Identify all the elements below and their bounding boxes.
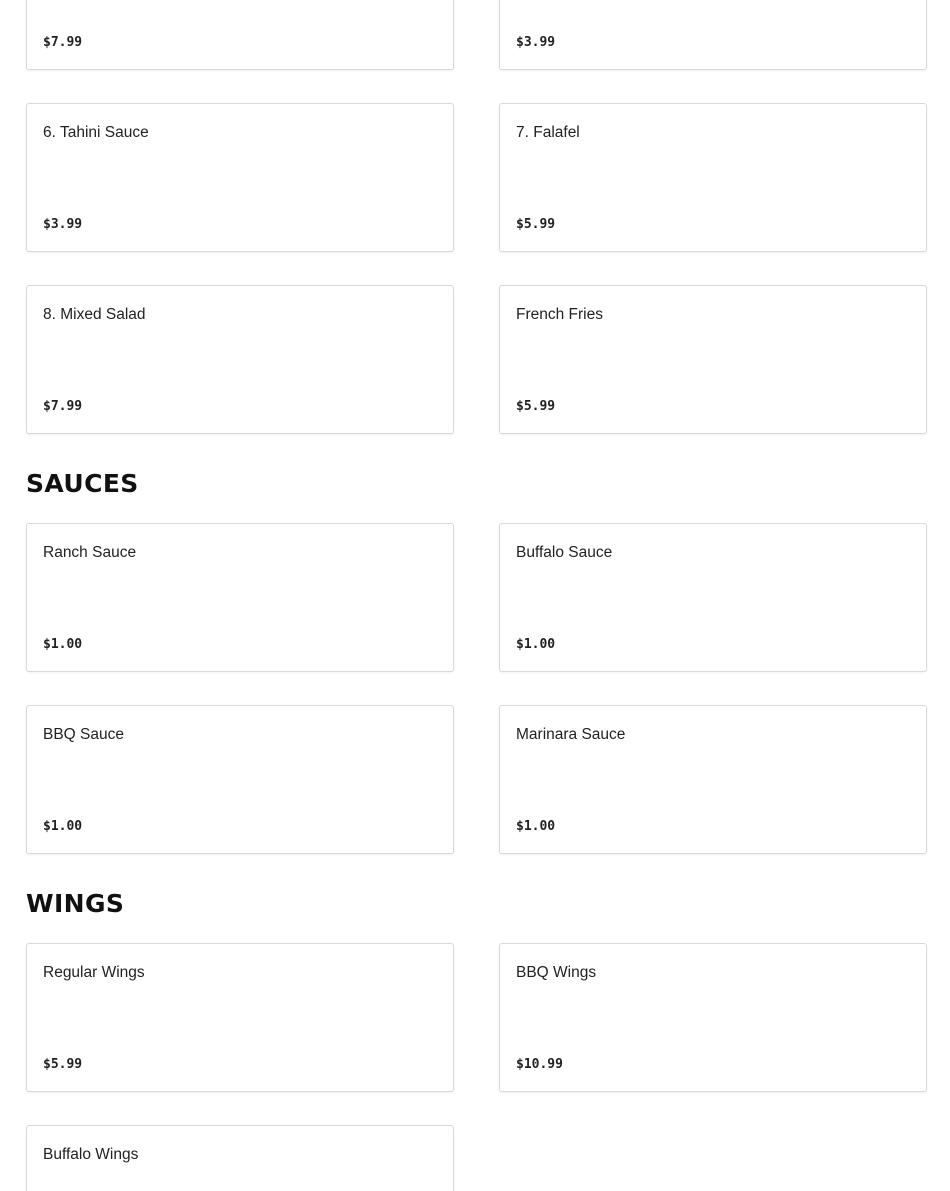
menu-item-card[interactable] [499, 523, 927, 672]
menu-item-card[interactable] [499, 943, 927, 1092]
menu-item-card[interactable] [499, 705, 927, 854]
menu-item-name: BBQ Wings [516, 964, 597, 981]
menu-item-name: BBQ Sauce [43, 726, 124, 743]
menu-item-name: 7. Falafel [516, 124, 580, 141]
menu-item-card[interactable] [26, 285, 454, 434]
menu-item-card[interactable] [499, 0, 927, 70]
menu-item-price: $3.99 [43, 217, 83, 232]
menu-item-price: $3.99 [516, 35, 556, 50]
menu-item-card[interactable] [26, 103, 454, 252]
menu-item-card[interactable] [26, 1125, 454, 1191]
menu-item-card[interactable] [26, 0, 454, 70]
menu-item-price: $7.99 [43, 399, 83, 414]
menu-item-name: Marinara Sauce [516, 726, 626, 743]
section-title-wings: WINGS [26, 889, 125, 918]
menu-item-name: Buffalo Wings [43, 1146, 139, 1163]
menu-item-name: Regular Wings [43, 964, 145, 981]
menu-item-price: $7.99 [43, 35, 83, 50]
menu-item-card[interactable] [26, 705, 454, 854]
menu-item-price: $1.00 [43, 637, 83, 652]
menu-item-price: $1.00 [516, 819, 556, 834]
menu-item-name: Ranch Sauce [43, 544, 137, 561]
menu-item-price: $10.99 [516, 1057, 563, 1072]
menu-item-name: 6. Tahini Sauce [43, 124, 149, 141]
menu-item-price: $5.99 [516, 399, 556, 414]
menu-item-card[interactable] [499, 285, 927, 434]
menu-item-card[interactable] [26, 523, 454, 672]
menu-item-name: French Fries [516, 306, 603, 323]
menu-item-name: Buffalo Sauce [516, 544, 613, 561]
menu-item-card[interactable] [26, 943, 454, 1092]
section-title-sauces: SAUCES [26, 469, 139, 498]
menu-item-price: $1.00 [516, 637, 556, 652]
menu-item-name: 8. Mixed Salad [43, 306, 146, 323]
menu-item-price: $5.99 [516, 217, 556, 232]
menu-item-price: $1.00 [43, 819, 83, 834]
menu-item-price: $5.99 [43, 1057, 83, 1072]
menu-item-card[interactable] [499, 103, 927, 252]
